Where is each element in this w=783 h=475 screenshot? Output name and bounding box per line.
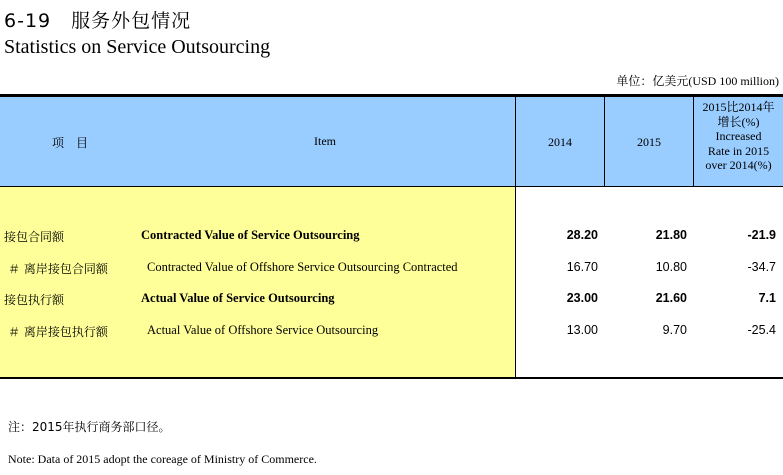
header-growth-line5: over 2014(%) [705, 158, 772, 172]
row-value-growth: -25.4 [747, 323, 776, 337]
table-row [0, 258, 783, 278]
header-2015: 2015 [637, 135, 661, 149]
row-value-growth: -21.9 [747, 228, 776, 242]
table-bottom-rule [0, 377, 783, 379]
table-title-cn: 6-19 服务外包情况 [4, 10, 192, 32]
header-growth-line2: 增长(%) [717, 114, 760, 129]
row-value-2015: 9.70 [662, 323, 687, 337]
table-top-rule [0, 94, 783, 97]
row-label-cn: ＃ 离岸接包执行额 [8, 325, 108, 339]
table-row [0, 321, 783, 341]
row-value-2014: 23.00 [566, 291, 598, 305]
row-value-2015: 21.60 [655, 291, 687, 305]
row-value-growth: -34.7 [747, 260, 776, 274]
row-value-2014: 13.00 [566, 323, 598, 337]
row-value-2014: 16.70 [566, 260, 598, 274]
row-label-en: Contracted Value of Service Outsourcing [141, 228, 360, 242]
table-header-rule [0, 186, 783, 187]
item-column-highlight [0, 187, 515, 377]
row-value-growth: 7.1 [758, 291, 776, 305]
row-label-en: Actual Value of Service Outsourcing [141, 291, 335, 305]
header-2014: 2014 [548, 135, 572, 149]
note-cn [8, 418, 171, 435]
unit-cn: 单位：亿美元 [616, 74, 689, 88]
row-value-2014: 28.20 [566, 228, 598, 242]
row-label-en: Contracted Value of Offshore Service Outsourcing Contracted [147, 260, 458, 274]
row-value-2015: 10.80 [655, 260, 687, 274]
row-label-en: Actual Value of Offshore Service Outsourcing [147, 323, 379, 337]
header-item-cn: 项 目 [51, 136, 88, 150]
header-growth [694, 100, 783, 173]
header-growth-line4: Rate in 2015 [707, 143, 770, 158]
header-growth-line3: Increased [715, 129, 762, 143]
row-label-cn: 接包执行额 [4, 293, 65, 307]
header-item-en: Item [314, 134, 336, 148]
table-title-en: Statistics on Service Outsourcing [4, 36, 271, 58]
table-row [0, 289, 783, 309]
unit-en: (USD 100 million) [688, 74, 779, 88]
row-label-cn: 接包合同额 [4, 230, 65, 244]
row-value-2015: 21.80 [655, 228, 687, 242]
row-label-cn: ＃ 离岸接包合同额 [8, 262, 108, 276]
table-row [0, 226, 783, 246]
note-en: Note: Data of 2015 adopt the coreage of Ministry of Commerce. [8, 452, 317, 466]
unit-label [616, 72, 779, 89]
note-cn-text: 注：2015年执行商务部口径。 [8, 420, 171, 434]
header-growth-line1: 2015比2014年 [702, 100, 775, 114]
